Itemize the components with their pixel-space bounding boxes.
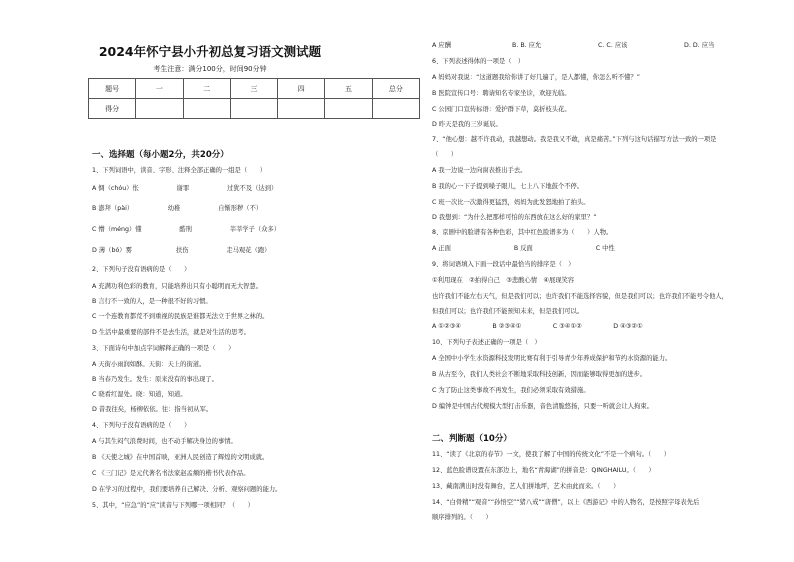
option-line: C 为了防止这类事故不再发生，我们必须采取有效措施。 bbox=[432, 387, 590, 394]
option-line: C 《三门记》是元代著名书法家赵孟頫的楷书代表作品。 bbox=[92, 470, 250, 477]
option-a: A 应酬 bbox=[432, 42, 451, 49]
option-line: B 医院宣传口号：聘请知名专家坐诊，欢迎光临。 bbox=[432, 90, 571, 97]
score-input-cell[interactable] bbox=[136, 99, 183, 119]
option-line: D 生活中最重要的部件不是去生活，就是对生活的思考。 bbox=[92, 329, 250, 336]
judge-line: 13、藏南满出时没有舞台，艺人们拼地坪，艺术由此而来。（ ） bbox=[432, 483, 620, 490]
question-line: 9、将词语填入下面一段话中最恰当的排序是（ ） bbox=[432, 261, 575, 268]
option-line: B 《天使之城》在中国首映，亚洲人民创造了辉煌的文明成就。 bbox=[92, 454, 269, 461]
question-line: 2、下列句子没有语病的是（ ） bbox=[92, 266, 191, 273]
option-line: A 我一边说一边向窗表推出手去。 bbox=[432, 167, 527, 174]
option-line: A 全国中小学生水资源科技发明比赛有利于引导青少年养成保护和节约水资源的能力。 bbox=[432, 355, 672, 362]
score-cell: 三 bbox=[230, 79, 277, 99]
option-line: A 充满功利色彩的教育，只能培养出只有小聪明而无大智慧。 bbox=[92, 283, 263, 290]
judge-line: 11、“读了《北京的春节》一文，使我了解了中国的传统文化”不是一个病句。（ ） bbox=[432, 451, 671, 458]
option-line: A 妈妈对我说：“这道题我给你讲了好几遍了，是人都懂，你怎么听不懂？” bbox=[432, 74, 641, 81]
option-d: D. D. 应当 bbox=[684, 42, 715, 49]
score-cell: 题号 bbox=[89, 79, 136, 99]
option-line: D 昨天是我的三岁诞辰。 bbox=[432, 121, 502, 128]
section-heading-choice: 一、选择题（每小题2分，共20分） bbox=[92, 150, 229, 160]
exam-notice: 考生注意：满分100分，时间90分钟 bbox=[153, 65, 267, 73]
score-cell: 四 bbox=[278, 79, 325, 99]
option-line: D 在学习的过程中，我们要培养自己解决、分析、观察问题的能力。 bbox=[92, 486, 282, 493]
score-input-cell[interactable] bbox=[325, 99, 372, 119]
option-c: C. C. 应该 bbox=[598, 42, 628, 49]
option-line: B 我的心一下子提到嗓子眼儿，七上八下地鼓个不停。 bbox=[432, 183, 584, 190]
question-line: 10、下列句子表述正确的一项是（ ） bbox=[432, 339, 541, 346]
passage-line: 但我们可以；也许我们不能预知未来，但是我们可以。 bbox=[432, 308, 584, 315]
option-line: D 编钟是中国古代规模大型打击乐器，音色清脆悠扬，只要一听就会让人拘束。 bbox=[432, 403, 653, 410]
option-line: B 从古至今，我们人类社会不断地采取科技创新，因而能够取得更加的进步。 bbox=[432, 371, 647, 378]
option-line: C 晓看红湿处。晓：知道，知道。 bbox=[92, 391, 187, 398]
option-line: B 言行不一致的人，是一种很不好的习惯。 bbox=[92, 298, 212, 305]
option-line: A 正面 B 反面 C 中性 bbox=[432, 245, 615, 252]
score-cell: 总分 bbox=[372, 79, 419, 99]
score-cell: 得分 bbox=[89, 99, 136, 119]
q5-options-row bbox=[432, 42, 768, 50]
judge-line: 14、“白骨精”“观音”“孙悟空”“猪八戒”“唐僧”，以上《西游记》中的人物名，是按照字母表先后 bbox=[432, 499, 700, 506]
score-input-cell[interactable] bbox=[278, 99, 325, 119]
option-line: A 与其生闷气浪费时间，也不动手解决身边的事情。 bbox=[92, 438, 237, 445]
question-line: （ ） bbox=[432, 151, 458, 158]
question-line: 1、下列词语中，读音、字形、注释全部正确的一组是（ ） bbox=[92, 167, 267, 174]
judge-line: 顺序排列的。（ ） bbox=[432, 514, 492, 521]
question-line: 5、其中，“应急”的“应”读音与下列哪一项相同？（ ） bbox=[92, 502, 254, 509]
option-line: C 公园门口宣传标语：爱护群下草，莫折枝头花。 bbox=[432, 106, 571, 113]
score-input-cell[interactable] bbox=[183, 99, 230, 119]
option-line: C 懵（méng）懂 酷刑 莘莘学子（众多） bbox=[92, 226, 281, 233]
option-line: C 班一次比一次激得更猛烈，妈妈为此发怒地拍了拍头。 bbox=[432, 199, 590, 206]
question-line: 4、下列句子没有语病的是（ ） bbox=[92, 422, 191, 429]
question-line: 8、京剧中的脸谱有各种色彩，其中红色脸谱多为（ ）人物。 bbox=[432, 229, 613, 236]
score-table-score-row bbox=[89, 99, 420, 119]
page-title: 2024年怀宁县小升初总复习语文测试题 bbox=[98, 44, 322, 59]
score-cell: 二 bbox=[183, 79, 230, 99]
word-list-line: ①利用现在 ②拍得自己 ③悲酸心情 ④展现笑容 bbox=[432, 277, 575, 284]
option-line: C 一个连教育都荒不到重视的民族是谁都无法立于世界之林的。 bbox=[92, 313, 269, 320]
score-table-header-row bbox=[89, 79, 420, 99]
section-heading-judge: 二、判断题（10分） bbox=[432, 434, 512, 444]
option-line: D 我想到：“为什么把那样可怕的东西放在这么好的家里？” bbox=[432, 214, 597, 221]
score-input-cell[interactable] bbox=[230, 99, 277, 119]
judge-line: 12、蓝色脸谱设置在东部边上，地名“青海湖”的拼音是：QINGHAILU。（ ） bbox=[432, 467, 655, 474]
option-line: A ①②③④ B ②③④① C ③④①② D ④③②① bbox=[432, 323, 643, 330]
score-table bbox=[88, 78, 420, 119]
option-line: B 澎拜（pài） 幼稚 自惭形秽（不） bbox=[92, 205, 263, 212]
question-line: 3、下面诗句中加点字词解释正确的一项是（ ） bbox=[92, 345, 235, 352]
score-cell: 五 bbox=[325, 79, 372, 99]
score-input-cell[interactable] bbox=[372, 99, 419, 119]
option-line: D 昔我往矣，杨柳依依。往：指当初从军。 bbox=[92, 406, 213, 413]
question-line: 6、下列表述得体的一项是（ ） bbox=[432, 58, 525, 65]
option-line: A 天街小雨润如酥。天街：天上的街道。 bbox=[92, 361, 206, 368]
score-cell: 一 bbox=[136, 79, 183, 99]
option-b: B. B. 应允 bbox=[512, 42, 542, 49]
question-line: 7、“他心想：越不许我动，我越想动。我是我又不敢，真是痛苦。”下列与这句话描写方法一致的一项是 bbox=[432, 136, 717, 143]
option-line: D 薄（bó）雾 扶伤 走马观花（跑） bbox=[92, 247, 271, 254]
option-line: B 当春乃发生。发生：原来没有的事出现了。 bbox=[92, 376, 218, 383]
passage-line: 也许我们不能左右天气，但是我们可以；也许我们不能选择容貌，但是我们可以；也许我们不能号令他人， bbox=[432, 293, 728, 300]
option-line: A 惆（chóu）怅 谢罪 过犹不及（达到） bbox=[92, 185, 278, 192]
